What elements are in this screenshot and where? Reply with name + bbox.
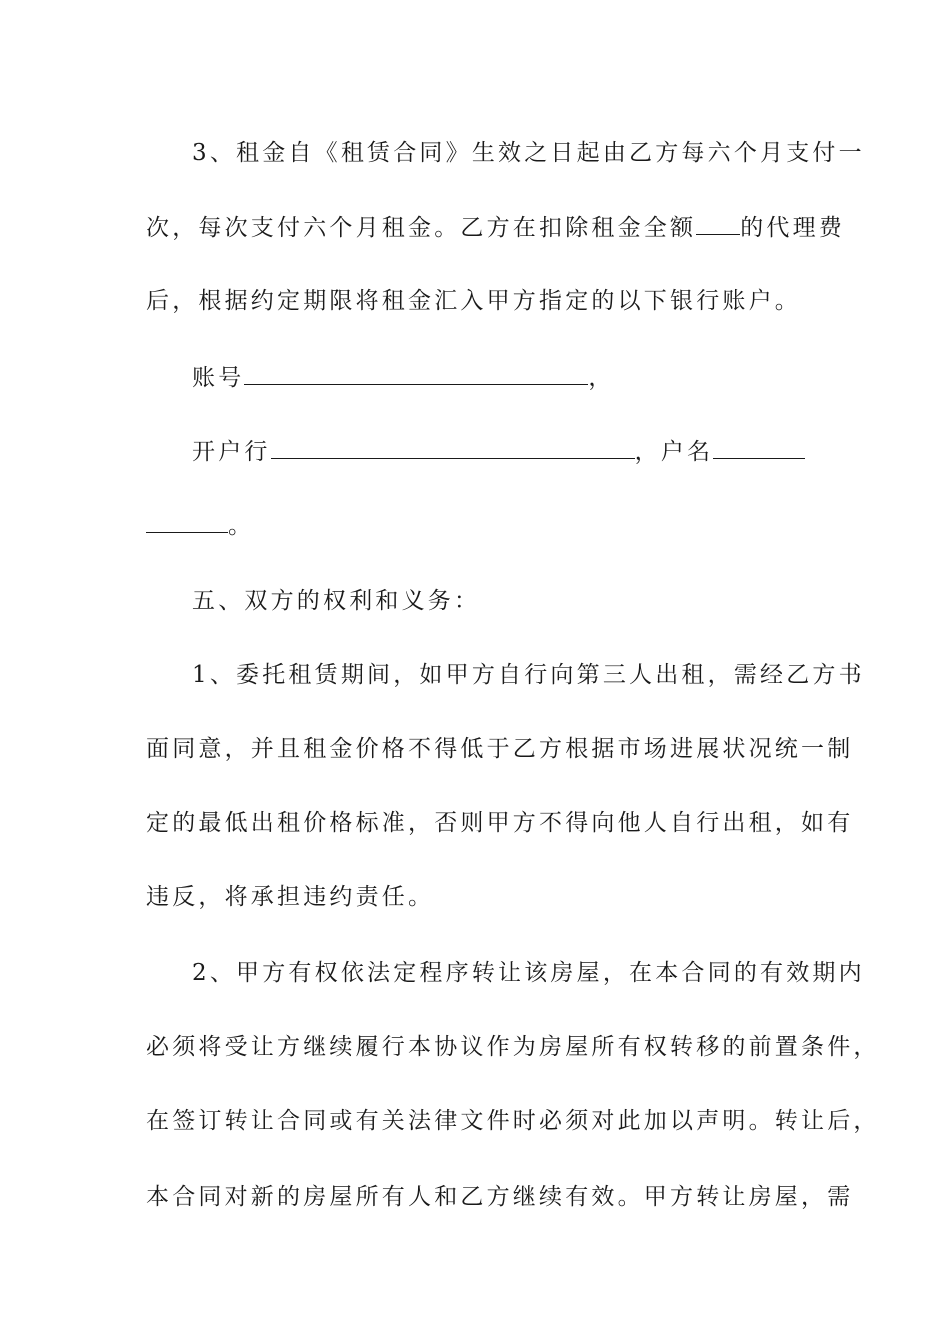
paragraph-rent-line-2 (146, 212, 846, 243)
account-blank (244, 362, 588, 385)
item-1-line-3: 定的最低出租价格标准，否则甲方不得向他人自行出租，如有 (146, 810, 854, 836)
account-name-blank-continued (146, 510, 228, 533)
item-2-line-2: 必须将受让方继续履行本协议作为房屋所有权转移的前置条件， (146, 1034, 880, 1060)
account-name-continued (146, 510, 826, 541)
item-2-line-4: 本合同对新的房屋所有人和乙方继续有效。甲方转让房屋，需 (146, 1184, 854, 1210)
account-name-label: ，户名 (634, 439, 714, 465)
bank-blank (271, 436, 635, 459)
account-name-end: 。 (228, 513, 255, 539)
bank-label: 开户行 (192, 439, 271, 465)
account-name-blank (713, 436, 805, 459)
item-2-line-1: 2、甲方有权依法定程序转让该房屋，在本合同的有效期内 (192, 960, 865, 986)
item-1-line-2: 面同意，并且租金价格不得低于乙方根据市场进展状况统一制 (146, 736, 854, 762)
item-1-line-4: 违反，将承担违约责任。 (146, 884, 435, 910)
paragraph-rent-line-2-text: 次，每次支付六个月租金。乙方在扣除租金全额 (146, 215, 697, 241)
item-2-line-3: 在签订转让合同或有关法律文件时必须对此加以声明。转让后， (146, 1108, 880, 1134)
paragraph-rent-line-1: 3、租金自《租赁合同》生效之日起由乙方每六个月支付一 (192, 140, 865, 166)
section-five-heading: 五、双方的权利和义务： (192, 588, 481, 614)
account-end: ， (588, 365, 615, 391)
item-1-line-1: 1、委托租赁期间，如甲方自行向第三人出租，需经乙方书 (192, 662, 865, 688)
paragraph-rent-line-2-tail: 的代理费 (740, 215, 846, 241)
paragraph-rent-line-3: 后，根据约定期限将租金汇入甲方指定的以下银行账户。 (146, 288, 801, 314)
bank-line (192, 436, 872, 467)
account-label: 账号 (192, 365, 245, 391)
account-line (192, 362, 872, 393)
agency-fee-blank (696, 212, 740, 235)
